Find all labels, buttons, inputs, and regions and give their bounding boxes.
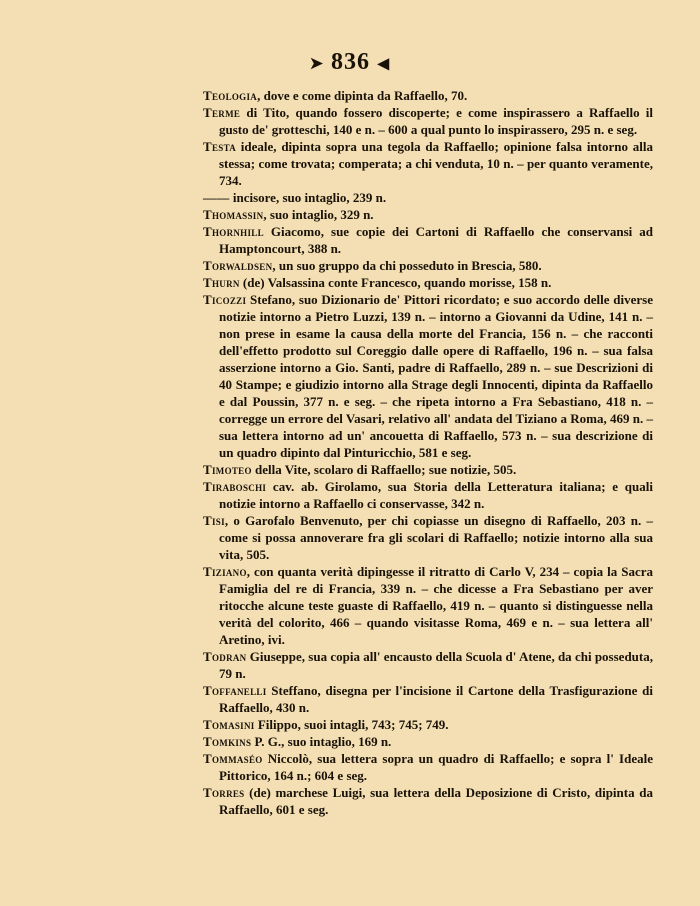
entry-text: , con quanta verità dipingesse il ritratto di Carlo V, 234 – copia la Sacra Famiglia del re di Francia, 339 n. – che dicesse a Fra Sebastiano per aver ritocche alcune teste guaste di Raffaello, 419 n. – quanto si distinguesse nella verità del colorito, 466 – quando visitasse Roma, 469 e n. – sua lettera all' Aretino, ivi.	[219, 564, 653, 647]
right-ornament-icon: ◀	[377, 55, 391, 73]
entry-text: (de) Valsassina conte Francesco, quando morisse, 158 n.	[239, 275, 552, 290]
index-entry	[203, 206, 653, 223]
index-entry	[203, 750, 653, 784]
entry-text: della Vite, scolaro di Raffaello; sue notizie, 505.	[251, 462, 517, 477]
entry-head: Teologia	[203, 88, 258, 103]
entry-text: P. G., suo intaglio, 169 n.	[251, 734, 392, 749]
entry-head: Thurn	[203, 275, 240, 290]
index-entry	[203, 682, 653, 716]
index-entry	[203, 257, 653, 274]
index-entry	[203, 104, 653, 138]
entry-head: Torwaldsen	[203, 258, 273, 273]
index-entry	[203, 512, 653, 563]
entry-head: Tommaséo	[203, 751, 263, 766]
entry-text: ideale, dipinta sopra una tegola da Raffaello; opinione falsa intorno alla stessa; come trovata; comperata; a chi venduta, 10 n. – per quanto veramente, 734.	[219, 139, 653, 188]
index-entry	[203, 733, 653, 750]
index-entry	[203, 274, 653, 291]
entry-text: cav. ab. Girolamo, sua Storia della Letteratura italiana; e quali notizie intorno a Raffaello ci conservasse, 342 n.	[219, 479, 653, 511]
entry-text: di Tito, quando fossero discoperte; e come inspirassero a Raffaello il gusto de' grotteschi, 140 e n. – 600 a qual punto lo inspirassero, 295 n. e seg.	[219, 105, 653, 137]
page-number-text: 836	[331, 49, 371, 75]
index-entry	[203, 563, 653, 648]
entry-text: Giuseppe, sua copia all' encausto della Scuola d' Atene, da chi posseduta, 79 n.	[219, 649, 653, 681]
index-entry	[203, 716, 653, 733]
entry-text: Steffano, disegna per l'incisione il Cartone della Trasfigurazione di Raffaello, 430 n.	[219, 683, 653, 715]
entry-head: Ticozzi	[203, 292, 247, 307]
entry-head: Toffanelli	[203, 683, 267, 698]
index-entry	[203, 87, 653, 104]
index-entry	[203, 648, 653, 682]
entry-head: Tiziano	[203, 564, 247, 579]
index-entry	[203, 138, 653, 189]
entry-head: Terme	[203, 105, 241, 120]
entry-head: Timoteo	[203, 462, 252, 477]
entry-text: incisore, suo intaglio, 239 n.	[229, 190, 387, 205]
index-entry	[203, 291, 653, 461]
entry-head: Tomasini	[203, 717, 255, 732]
entry-text: , o Garofalo Benvenuto, per chi copiasse un disegno di Raffaello, 203 n. – come si possa annoverare fra gli scolari di Raffaello; notizie intorno alla sua vita, 505.	[219, 513, 653, 562]
entry-head: Torres	[203, 785, 245, 800]
entry-head: ——	[203, 190, 230, 205]
page-number	[0, 49, 700, 76]
index-entry	[203, 478, 653, 512]
entry-text: (de) marchese Luigi, sua lettera della Deposizione di Cristo, dipinta da Raffaello, 601 e seg.	[219, 785, 653, 817]
entry-head: Thornhill	[203, 224, 264, 239]
index-entry	[203, 223, 653, 257]
entry-text: Niccolò, sua lettera sopra un quadro di Raffaello; e sopra l' Ideale Pittorico, 164 n.; 604 e seg.	[219, 751, 653, 783]
entry-text: Stefano, suo Dizionario de' Pittori ricordato; e suo accordo delle diverse notizie intorno a Pietro Luzzi, 139 n. – intorno a Giovanni da Udine, 141 n. – non prese in esame la causa della morte del Francia, 156 n. – che racconti dell'effetto prodotto sul Coreggio dalle opere di Raffaello, 196 n. – sua falsa asserzione intorno a Gio. Santi, padre di Raffaello, 289 n. – sue Descrizioni di 40 Stampe; e giudizio intorno alla Strage degli Innocenti, dipinta da Raffaello e dal Poussin, 377 n. e seg. – che ripeta intorno a Fra Sebastiano, 418 n. – corregge un errore del Vasari, relativo all' andata del Tiziano a Roma, 469 n. – sua lettera intorno ad un' ancouetta di Raffaello, 573 n. – sua descrizione di un quadro dipinto dal Pinturicchio, 581 e seg.	[219, 292, 653, 460]
entry-text: , dove e come dipinta da Raffaello, 70.	[257, 88, 468, 103]
entry-head: Tomkins	[203, 734, 252, 749]
entry-text: Giacomo, sue copie dei Cartoni di Raffaello che conservansi ad Hamptoncourt, 388 n.	[219, 224, 653, 256]
index-entries	[203, 87, 653, 818]
entry-head: Testa	[203, 139, 237, 154]
entry-head: Thomassin	[203, 207, 264, 222]
entry-head: Tisi	[203, 513, 225, 528]
entry-head: Todran	[203, 649, 247, 664]
entry-text: , suo intaglio, 329 n.	[263, 207, 374, 222]
left-ornament-icon: ➤	[309, 55, 325, 73]
entry-head: Tiraboschi	[203, 479, 267, 494]
index-entry	[203, 189, 653, 206]
entry-text: Filippo, suoi intagli, 743; 745; 749.	[254, 717, 449, 732]
index-entry	[203, 461, 653, 478]
entry-text: , un suo gruppo da chi posseduto in Brescia, 580.	[272, 258, 542, 273]
index-entry	[203, 784, 653, 818]
